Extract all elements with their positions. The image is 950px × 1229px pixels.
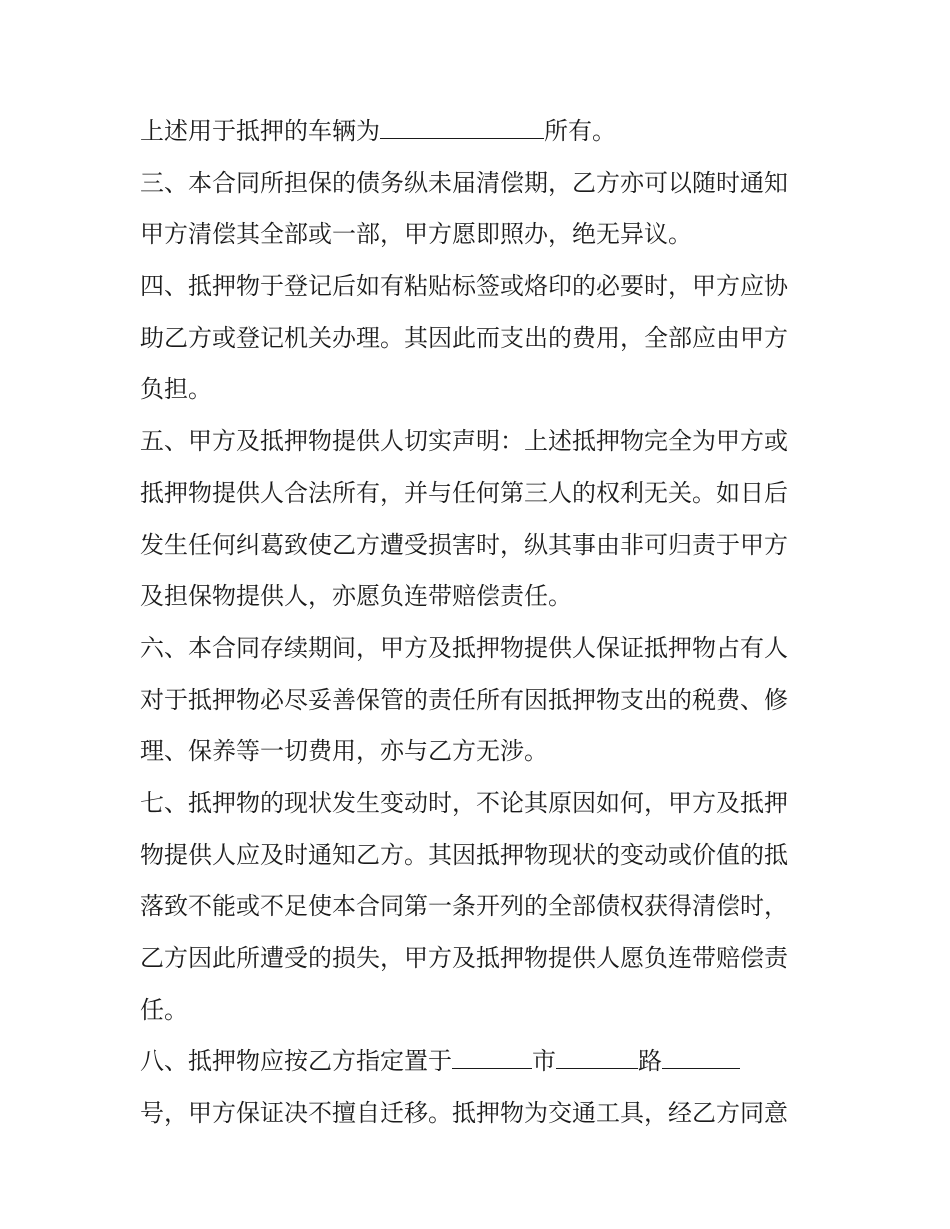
text-line: 及担保物提供人，亦愿负连带赔偿责任。 — [140, 582, 572, 611]
text-line: 负担。 — [140, 375, 212, 404]
text-line: 对于抵押物必尽妥善保管的责任所有因抵押物支出的税费、修 — [140, 685, 788, 714]
text-line: 四、抵押物于登记后如有粘贴标签或烙印的必要时，甲方应协 — [140, 272, 788, 301]
road-blank — [556, 1046, 638, 1069]
text-line: 任。 — [140, 995, 188, 1024]
line-text: 上述用于抵押的车辆为 — [140, 117, 380, 145]
contract-body — [140, 106, 820, 1140]
text-line: 乙方因此所遭受的损失，甲方及抵押物提供人愿负连带赔偿责 — [140, 944, 788, 972]
line-text: 八、抵押物应按乙方指定置于 — [140, 1047, 452, 1076]
text-line — [140, 106, 820, 158]
text-line: 三、本合同所担保的债务纵未届清偿期，乙方亦可以随时通知 — [140, 168, 788, 197]
text-line: 落致不能或不足使本合同第一条开列的全部债权获得清偿时， — [140, 892, 788, 921]
text-line: 物提供人应及时通知乙方。其因抵押物现状的变动或价值的抵 — [140, 840, 788, 869]
text-line — [140, 1036, 820, 1088]
number-blank — [662, 1046, 740, 1069]
text-line: 甲方清偿其全部或一部，甲方愿即照办，绝无异议。 — [140, 220, 692, 249]
text-line: 助乙方或登记机关办理。其因此而支出的费用，全部应由甲方 — [140, 323, 788, 352]
text-line: 号，甲方保证决不擅自迁移。抵押物为交通工具，经乙方同意 — [140, 1099, 788, 1128]
city-blank — [452, 1046, 532, 1069]
text-line: 抵押物提供人合法所有，并与任何第三人的权利无关。如日后 — [140, 478, 788, 507]
text-line: 理、保养等一切费用，亦与乙方无涉。 — [140, 737, 548, 766]
line-text: 路 — [638, 1047, 662, 1076]
line-text: 所有。 — [544, 117, 616, 145]
owner-blank — [380, 116, 544, 139]
text-line: 五、甲方及抵押物提供人切实声明：上述抵押物完全为甲方或 — [140, 427, 788, 456]
text-line: 发生任何纠葛致使乙方遭受损害时，纵其事由非可归责于甲方 — [140, 530, 788, 559]
text-line: 七、抵押物的现状发生变动时，不论其原因如何，甲方及抵押 — [140, 788, 788, 817]
line-text: 市 — [532, 1047, 556, 1076]
text-line: 六、本合同存续期间，甲方及抵押物提供人保证抵押物占有人 — [140, 633, 788, 662]
